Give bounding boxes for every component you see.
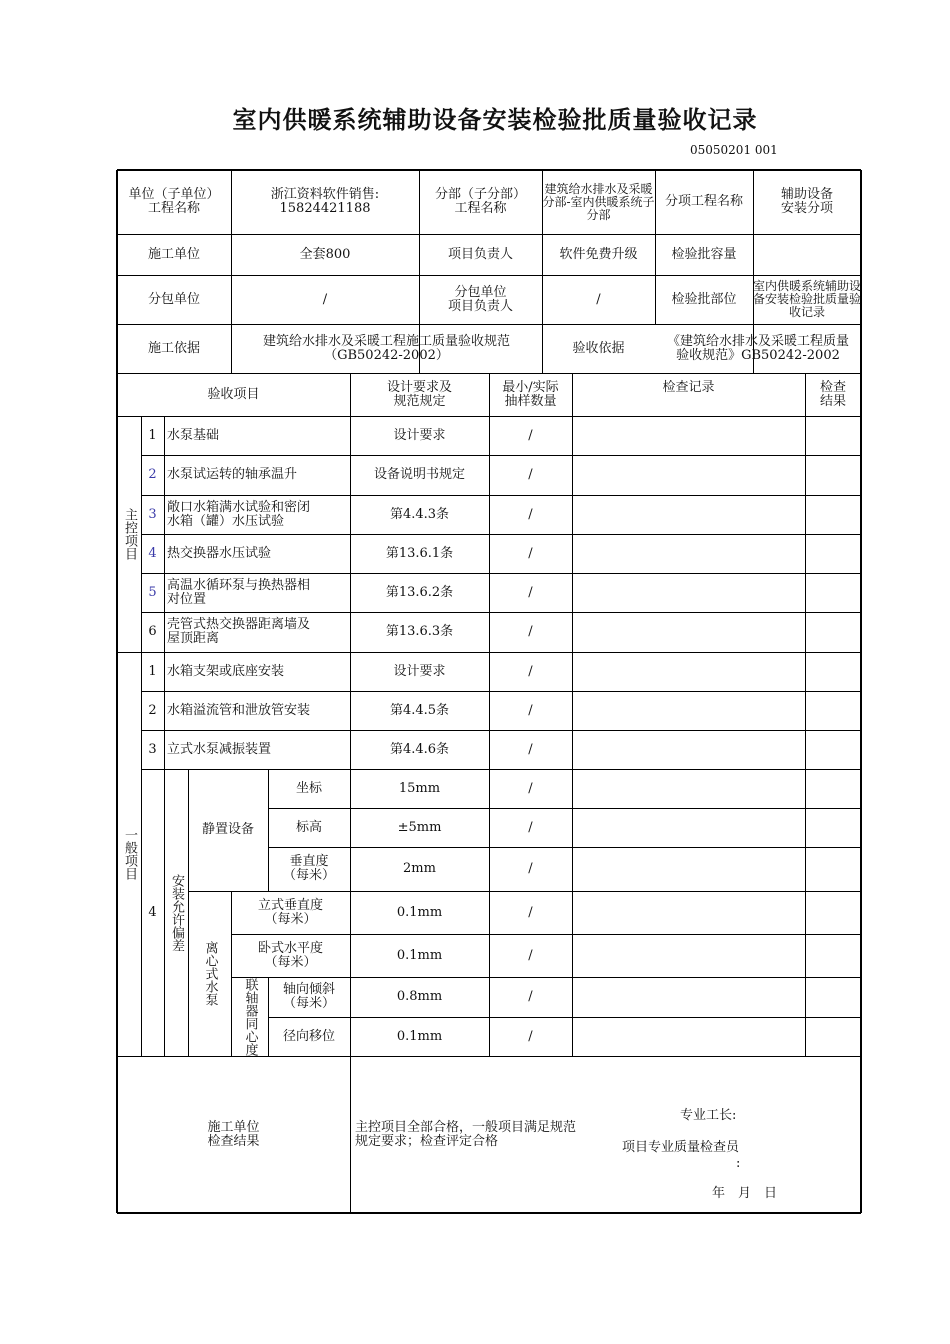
main-item-sample: /	[528, 506, 533, 522]
division-value: 建筑给水排水及采暖分部-室内供暖系统子分部	[542, 181, 655, 222]
tolerance-item-no: 4	[148, 904, 157, 920]
division-label: 分部（子分部） 工程名称	[434, 187, 526, 216]
general-section-label: 一般项目	[122, 828, 137, 880]
inspector-colon: :	[736, 1156, 741, 1171]
main-item-name: 水泵试运转的轴承温升	[167, 467, 298, 482]
subitem-value: 辅助设备 安装分项	[780, 187, 833, 216]
main-item-sample: /	[528, 624, 533, 639]
basis-label: 施工依据	[147, 340, 200, 356]
tolerance-row-requirement: 0.8mm	[396, 989, 443, 1004]
general-item-requirement: 设计要求	[393, 663, 446, 679]
tolerance-row-sample: /	[528, 904, 533, 920]
general-item-no: 2	[148, 702, 157, 718]
table-rule	[572, 373, 573, 1056]
main-item-requirement: 第13.6.3条	[385, 624, 454, 639]
subcontractor-value: /	[322, 291, 328, 307]
col-sample: 最小/实际 抽样数量	[502, 379, 559, 409]
main-item-no: 1	[148, 427, 157, 443]
general-item-sample: /	[528, 702, 533, 718]
main-item-requirement: 设备说明书规定	[373, 467, 465, 482]
general-item-name: 立式水泵减振装置	[167, 741, 272, 757]
general-item-no: 3	[148, 741, 157, 757]
capacity-label: 检验批容量	[671, 246, 737, 262]
contractor-label: 施工单位	[147, 246, 200, 262]
foreman-label: 专业工长:	[680, 1108, 737, 1123]
tolerance-row-name: 轴向倾斜 （每米）	[282, 982, 335, 1011]
main-item-name: 壳管式热交换器距离墙及 屋顶距离	[167, 617, 311, 646]
main-item-sample: /	[528, 584, 533, 600]
contractor-value: 全套800	[299, 246, 351, 262]
tolerance-row-name: 垂直度 （每米）	[282, 854, 335, 883]
tolerance-row-requirement: 0.1mm	[396, 947, 443, 963]
document-number: 05050201 001	[690, 143, 778, 157]
main-item-no: 2	[148, 467, 157, 482]
general-item-name: 水箱支架或底座安装	[167, 663, 285, 679]
tolerance-row-name: 径向移位	[282, 1028, 335, 1044]
accept-basis-label: 验收依据	[572, 340, 625, 356]
main-item-requirement: 第13.6.2条	[385, 584, 454, 600]
main-item-name: 水泵基础	[167, 427, 220, 443]
tolerance-row-name: 卧式水平度 （每米）	[257, 940, 323, 970]
footer-date: 年 月 日	[712, 1186, 778, 1201]
tolerance-row-requirement: 15mm	[398, 780, 441, 796]
tolerance-row-name: 坐标	[295, 780, 322, 796]
general-item-sample: /	[528, 741, 533, 757]
main-item-name: 高温水循环泵与换热器相 对位置	[167, 577, 311, 607]
inspector-label: 项目专业质量检查员	[622, 1140, 740, 1155]
tolerance-row-name: 标高	[295, 819, 322, 835]
tolerance-row-requirement: 0.1mm	[396, 1028, 443, 1044]
footer-conclusion: 主控项目全部合格，一般项目满足规范 规定要求；检查评定合格	[355, 1120, 577, 1149]
main-item-name: 敞口水箱满水试验和密闭 水箱（罐）水压试验	[167, 499, 311, 529]
footer-label: 施工单位 检查结果	[207, 1119, 260, 1149]
main-item-sample: /	[528, 427, 533, 443]
tolerance-row-requirement: 0.1mm	[396, 904, 443, 920]
unit-label: 单位（子单位） 工程名称	[128, 187, 220, 216]
tolerance-row-sample: /	[528, 989, 533, 1004]
tolerance-row-requirement: 2mm	[403, 861, 436, 876]
col-result: 检查 结果	[819, 379, 846, 409]
coaxiality-label: 联轴器同心度	[242, 977, 258, 1056]
main-item-requirement: 第4.4.3条	[389, 506, 450, 522]
main-item-no: 3	[148, 506, 157, 522]
sub-pm-value: /	[596, 291, 601, 307]
tolerance-group-label: 安装允许偏差	[169, 873, 184, 952]
general-item-name: 水箱溢流管和泄放管安装	[167, 702, 311, 718]
main-item-no: 5	[148, 584, 157, 600]
main-item-sample: /	[528, 545, 533, 561]
general-item-requirement: 第4.4.5条	[389, 702, 450, 718]
general-item-no: 1	[148, 663, 157, 679]
subcontractor-label: 分包单位	[147, 291, 200, 307]
unit-value: 浙江资料软件销售: 15824421188	[270, 187, 380, 216]
main-item-requirement: 设计要求	[393, 427, 446, 443]
pm-label: 项目负责人	[447, 246, 513, 262]
tolerance-row-requirement: ±5mm	[397, 819, 442, 835]
tolerance-row-sample: /	[528, 819, 533, 835]
tolerance-row-sample: /	[528, 780, 533, 796]
tolerance-row-name: 立式垂直度 （每米）	[257, 897, 323, 927]
location-value: 室内供暖系统辅助设备安装检验批质量验收记录	[753, 279, 861, 319]
centrifugal-pump-label: 离心式水泵	[202, 941, 218, 1006]
col-record: 检查记录	[662, 380, 715, 395]
main-item-no: 4	[148, 545, 157, 561]
main-item-requirement: 第13.6.1条	[385, 545, 454, 561]
general-item-sample: /	[528, 663, 533, 679]
main-item-no: 6	[148, 624, 157, 639]
accept-basis-value: 《建筑给水排水及采暖工程质量 验收规范》GB50242-2002	[666, 333, 849, 363]
subitem-label: 分项工程名称	[664, 194, 743, 209]
main-section-label: 主控项目	[122, 508, 137, 560]
tolerance-row-sample: /	[528, 1028, 533, 1044]
col-design: 设计要求及 规范规定	[386, 379, 452, 409]
main-item-name: 热交换器水压试验	[167, 545, 272, 561]
basis-value: 建筑给水排水及采暖工程施工质量验收规范 （GB50242-2002）	[262, 333, 510, 363]
tolerance-row-sample: /	[528, 861, 533, 876]
pm-value: 软件免费升级	[559, 246, 638, 262]
table-rule	[805, 373, 806, 1056]
sub-pm-label: 分包单位 项目负责人	[447, 284, 513, 314]
capacity-value	[753, 234, 861, 275]
location-label: 检验批部位	[671, 291, 737, 307]
static-equipment-label: 静置设备	[201, 822, 254, 837]
tolerance-row-sample: /	[528, 947, 533, 963]
col-item: 验收项目	[207, 386, 260, 402]
general-item-requirement: 第4.4.6条	[389, 741, 450, 757]
page-title: 室内供暖系统辅助设备安装检验批质量验收记录	[232, 106, 758, 134]
main-item-sample: /	[528, 467, 533, 482]
